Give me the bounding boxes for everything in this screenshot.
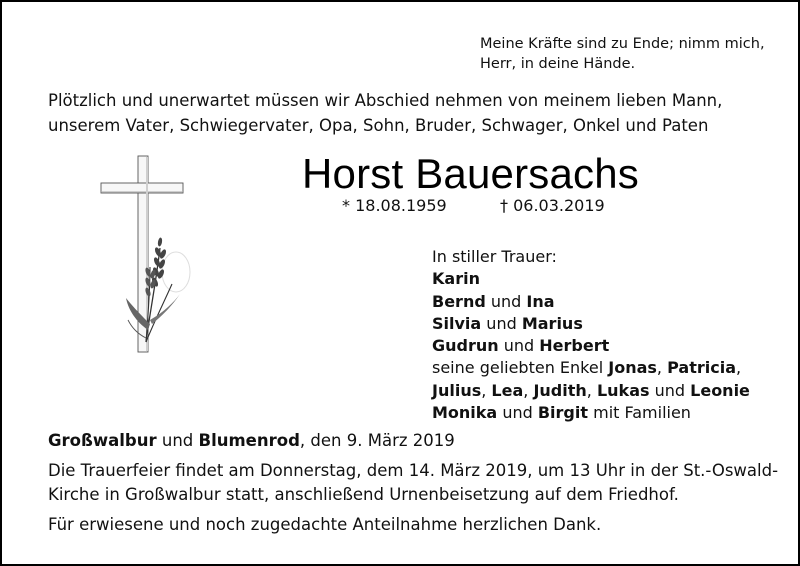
list-item — [432, 291, 772, 313]
conjunction: und — [486, 313, 517, 333]
conjunction: und — [503, 336, 535, 356]
notice-date: , den 9. März 2019 — [299, 431, 455, 450]
mourner-name: Julius — [432, 380, 482, 400]
funeral-line-1: Die Trauerfeier findet am Donnerstag, dem 14. März 2019, um 13 Uhr in der St.-Oswald- — [48, 461, 779, 480]
mourner-name: Monika — [432, 403, 498, 423]
list-item — [432, 335, 772, 357]
funeral-line-2: Kirche in Großwalbur statt, anschließend Urnenbeisetzung auf dem Friedhof. — [48, 484, 679, 504]
place-and-date — [48, 429, 455, 453]
separator: , — [481, 380, 487, 400]
death-date: † 06.03.2019 — [500, 196, 605, 215]
intro-text — [48, 88, 768, 138]
mourner-name: Judith — [533, 380, 587, 400]
conjunction: und — [502, 403, 533, 423]
mourners-list — [432, 246, 772, 424]
list-item — [432, 402, 772, 424]
mourner-name: Jonas — [608, 358, 657, 378]
mourner-name: Karin — [432, 269, 480, 289]
mourner-name: Lukas — [596, 380, 650, 400]
list-item — [432, 268, 772, 290]
separator: , — [736, 358, 742, 378]
mourner-name: Gudrun — [432, 336, 499, 356]
list-item — [432, 380, 772, 402]
mourner-name: Ina — [526, 291, 555, 311]
mourner-name: Lea — [491, 380, 524, 400]
conjunction: und — [161, 431, 194, 450]
list-item — [432, 357, 772, 379]
quote-line-2: Herr, in deine Hände. — [480, 56, 636, 72]
separator: , — [523, 380, 529, 400]
deceased-name: Horst Bauersachs — [302, 150, 640, 197]
cross-with-wheat-icon — [98, 152, 198, 362]
list-item — [432, 313, 772, 335]
town-name: Großwalbur — [48, 431, 157, 450]
mourner-name: Birgit — [537, 403, 589, 423]
intro-line-2: unserem Vater, Schwiegervater, Opa, Sohn, Bruder, Schwager, Onkel und Paten — [48, 116, 709, 135]
families-suffix: mit Familien — [593, 403, 691, 423]
mourner-name: Silvia — [432, 313, 482, 333]
thanks-text: Für erwiesene und noch zugedachte Anteilnahme herzlichen Dank. — [48, 515, 602, 534]
quote-line-1: Meine Kräfte sind zu Ende; nimm mich, — [480, 36, 765, 52]
birth-date: * 18.08.1959 — [342, 196, 447, 215]
funeral-info — [48, 459, 779, 506]
mourner-name: Marius — [521, 313, 583, 333]
life-dates — [342, 195, 605, 217]
separator: , — [586, 380, 592, 400]
mourners-heading: In stiller Trauer: — [432, 247, 557, 266]
mourner-name: Herbert — [539, 336, 610, 356]
mourner-name: Leonie — [690, 380, 750, 400]
separator: , — [656, 358, 663, 378]
intro-line-1: Plötzlich und unerwartet müssen wir Abschied nehmen von meinem lieben Mann, — [48, 91, 723, 110]
conjunction: und — [654, 380, 686, 400]
grandchildren-label: seine geliebten Enkel — [432, 358, 604, 378]
mourner-name: Patricia — [667, 358, 736, 378]
mourner-name: Bernd — [432, 291, 486, 311]
conjunction: und — [490, 291, 522, 311]
bible-quote — [480, 34, 780, 74]
town-name: Blumenrod — [198, 431, 300, 450]
